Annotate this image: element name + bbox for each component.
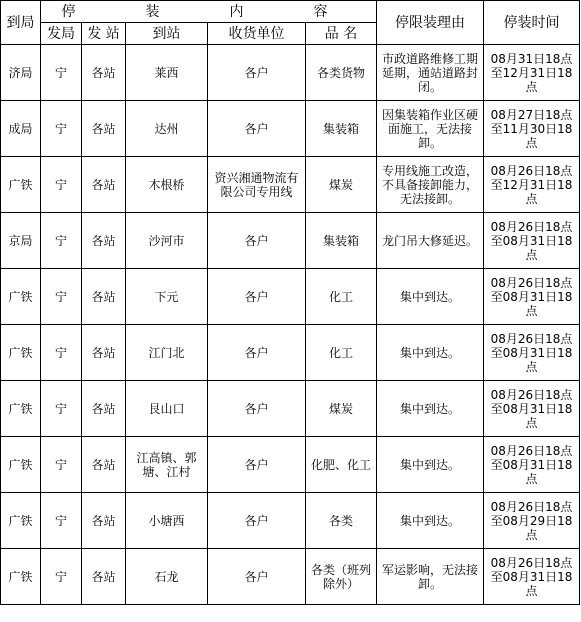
cell-reason: 集中到达。 <box>377 269 484 325</box>
cell-from-station: 各站 <box>82 549 126 605</box>
header-consignee: 收货单位 <box>208 23 306 45</box>
cell-from-station: 各站 <box>82 157 126 213</box>
cell-from-bureau: 宁 <box>41 101 82 157</box>
cell-time: 08月27日18点至11月30日18点 <box>484 101 580 157</box>
header-suspension-content: 停 装 内 容 <box>41 1 377 23</box>
cell-consignee: 各户 <box>208 213 306 269</box>
table-row <box>1 549 580 605</box>
cell-from-station: 各站 <box>82 437 126 493</box>
cell-to-station: 达州 <box>126 101 208 157</box>
cell-to-station: 江高镇、郭塘、江村 <box>126 437 208 493</box>
cell-reason: 龙门吊大修延迟。 <box>377 213 484 269</box>
cell-from-bureau: 宁 <box>41 269 82 325</box>
cell-reason: 集中到达。 <box>377 437 484 493</box>
cell-to-bureau: 广铁 <box>1 381 41 437</box>
cell-reason: 军运影响，无法接卸。 <box>377 549 484 605</box>
cell-goods: 化肥、化工 <box>306 437 377 493</box>
cell-goods: 化工 <box>306 269 377 325</box>
header-suspension-time: 停装时间 <box>484 1 580 45</box>
header-goods: 品 名 <box>306 23 377 45</box>
cell-to-bureau: 广铁 <box>1 269 41 325</box>
cell-consignee: 各户 <box>208 437 306 493</box>
cell-from-station: 各站 <box>82 325 126 381</box>
cell-goods: 集装箱 <box>306 213 377 269</box>
cell-time: 08月26日18点至08月31日18点 <box>484 437 580 493</box>
header-reason: 停限装理由 <box>377 1 484 45</box>
cell-to-station: 下元 <box>126 269 208 325</box>
header-to-station: 到站 <box>126 23 208 45</box>
cell-to-bureau: 济局 <box>1 45 41 101</box>
cell-goods: 化工 <box>306 325 377 381</box>
cell-from-bureau: 宁 <box>41 157 82 213</box>
cell-reason: 市政道路维修工期延期，通站道路封闭。 <box>377 45 484 101</box>
cell-reason: 因集装箱作业区硬面施工，无法接卸。 <box>377 101 484 157</box>
cell-goods: 煤炭 <box>306 381 377 437</box>
table-row <box>1 45 580 101</box>
cell-goods: 集装箱 <box>306 101 377 157</box>
table-row <box>1 381 580 437</box>
cell-time: 08月26日18点至08月29日18点 <box>484 493 580 549</box>
cell-goods: 各类（班列除外） <box>306 549 377 605</box>
table-row <box>1 325 580 381</box>
cell-to-station: 莱西 <box>126 45 208 101</box>
cell-time: 08月26日18点至08月31日18点 <box>484 269 580 325</box>
cell-consignee: 各户 <box>208 325 306 381</box>
cell-reason: 集中到达。 <box>377 493 484 549</box>
cell-to-bureau: 广铁 <box>1 437 41 493</box>
cell-from-bureau: 宁 <box>41 45 82 101</box>
cell-from-bureau: 宁 <box>41 213 82 269</box>
cell-to-station: 石龙 <box>126 549 208 605</box>
cell-to-station: 沙河市 <box>126 213 208 269</box>
cell-consignee: 各户 <box>208 549 306 605</box>
cell-reason: 集中到达。 <box>377 325 484 381</box>
cell-to-bureau: 广铁 <box>1 549 41 605</box>
table-row <box>1 213 580 269</box>
table-row <box>1 437 580 493</box>
table-row <box>1 269 580 325</box>
cell-consignee: 各户 <box>208 45 306 101</box>
cell-to-bureau: 京局 <box>1 213 41 269</box>
cell-to-bureau: 广铁 <box>1 493 41 549</box>
cell-from-bureau: 宁 <box>41 493 82 549</box>
cell-consignee: 各户 <box>208 269 306 325</box>
cell-to-station: 小塘西 <box>126 493 208 549</box>
cell-from-station: 各站 <box>82 381 126 437</box>
cell-time: 08月26日18点至08月31日18点 <box>484 325 580 381</box>
cell-from-bureau: 宁 <box>41 381 82 437</box>
cell-consignee: 资兴湘通物流有限公司专用线 <box>208 157 306 213</box>
cell-time: 08月26日18点至08月31日18点 <box>484 213 580 269</box>
cell-goods: 各类 <box>306 493 377 549</box>
cell-to-bureau: 广铁 <box>1 325 41 381</box>
header-from-bureau: 发局 <box>41 23 82 45</box>
cell-from-station: 各站 <box>82 45 126 101</box>
cell-reason: 集中到达。 <box>377 381 484 437</box>
cell-consignee: 各户 <box>208 101 306 157</box>
cell-from-bureau: 宁 <box>41 549 82 605</box>
cell-consignee: 各户 <box>208 381 306 437</box>
cell-from-bureau: 宁 <box>41 437 82 493</box>
cell-reason: 专用线施工改造，不具备接卸能力，无法接卸。 <box>377 157 484 213</box>
cell-to-station: 艮山口 <box>126 381 208 437</box>
cell-goods: 煤炭 <box>306 157 377 213</box>
cell-from-station: 各站 <box>82 269 126 325</box>
cell-to-bureau: 成局 <box>1 101 41 157</box>
table-row <box>1 493 580 549</box>
header-from-station: 发 站 <box>82 23 126 45</box>
cell-from-station: 各站 <box>82 213 126 269</box>
cell-goods: 各类货物 <box>306 45 377 101</box>
cell-from-bureau: 宁 <box>41 325 82 381</box>
cell-from-station: 各站 <box>82 101 126 157</box>
table-row <box>1 101 580 157</box>
cell-time: 08月26日18点至12月31日18点 <box>484 157 580 213</box>
cell-time: 08月26日18点至08月31日18点 <box>484 381 580 437</box>
cell-to-station: 江门北 <box>126 325 208 381</box>
cell-to-station: 木根桥 <box>126 157 208 213</box>
cell-consignee: 各户 <box>208 493 306 549</box>
header-to-bureau: 到局 <box>1 1 41 45</box>
cell-from-station: 各站 <box>82 493 126 549</box>
cell-to-bureau: 广铁 <box>1 157 41 213</box>
cell-time: 08月31日18点至12月31日18点 <box>484 45 580 101</box>
cell-time: 08月26日18点至08月31日18点 <box>484 549 580 605</box>
table-row <box>1 157 580 213</box>
